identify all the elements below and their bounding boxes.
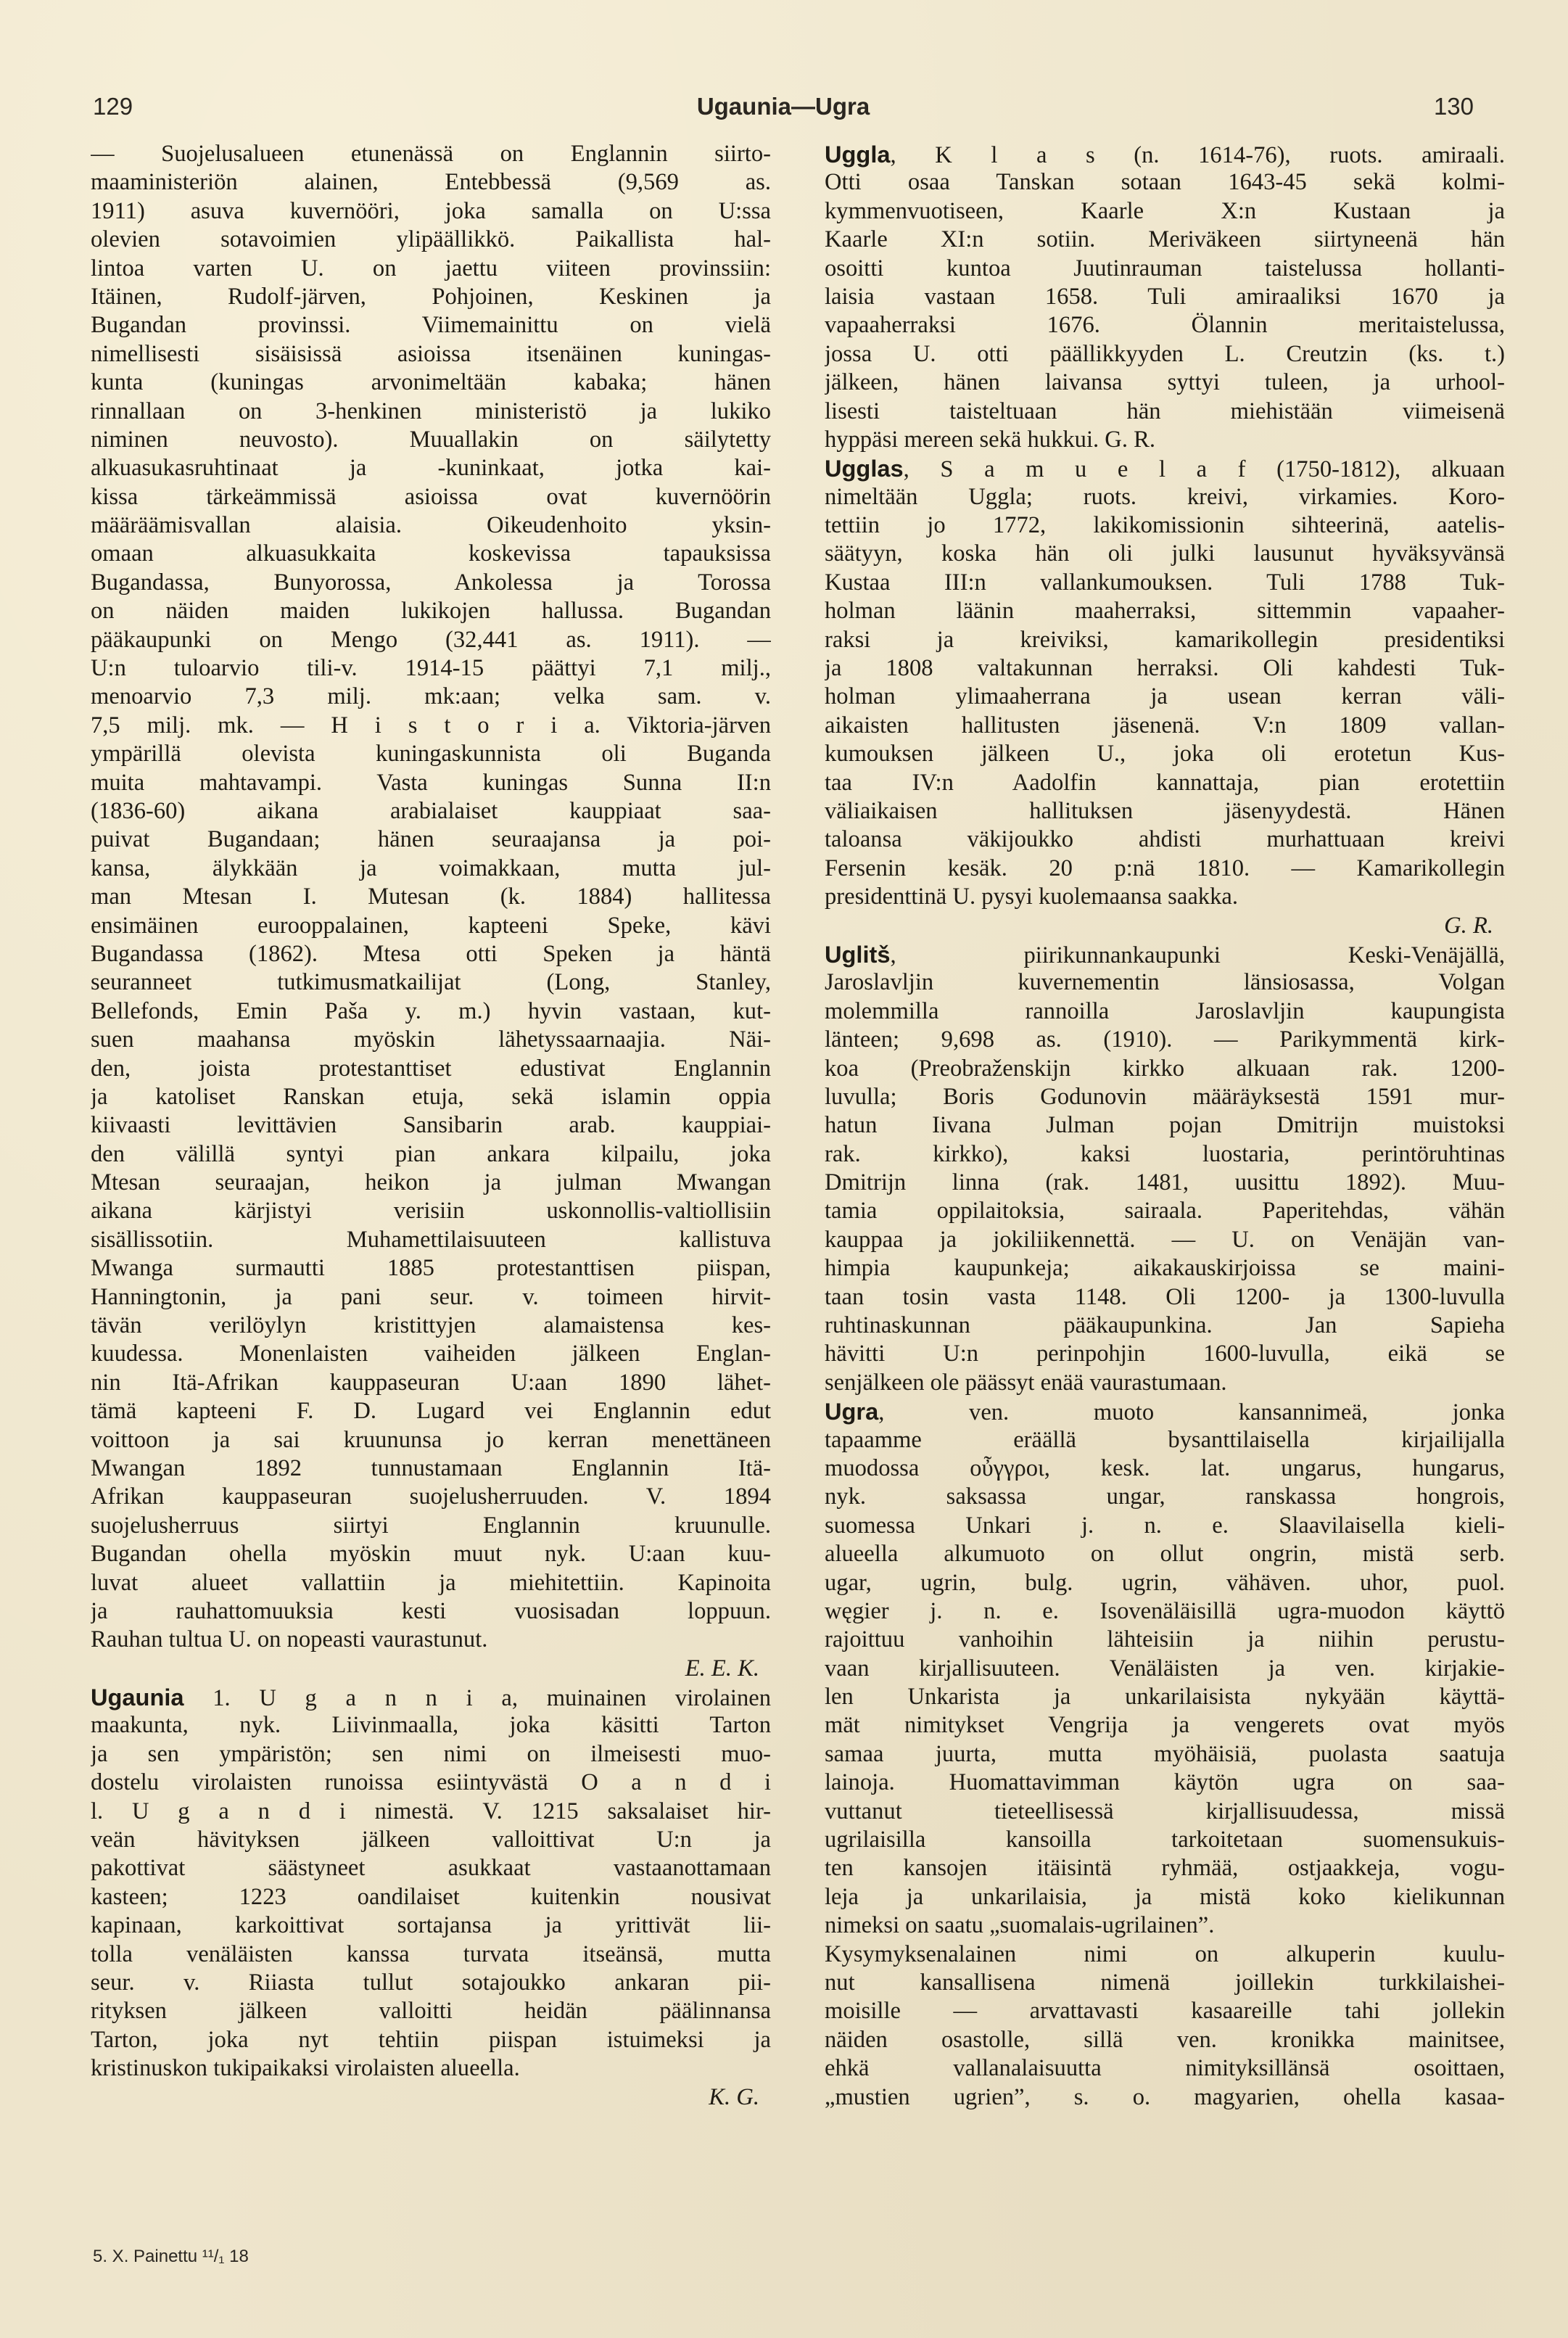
line-text: osoitti kuntoa Juutinrauman taistelussa hollanti-	[825, 255, 1505, 281]
author-signature	[91, 2083, 771, 2112]
line-text: rityksen jälkeen valloitti heidän päälinnansa	[91, 1998, 771, 2025]
text-line	[91, 226, 771, 254]
line-text: luvat alueet vallattiin ja miehitettiin. Kapinoita	[91, 1569, 771, 1596]
text-line	[91, 740, 771, 768]
text-line	[91, 1997, 771, 2025]
text-line	[91, 398, 771, 426]
text-line	[825, 1626, 1505, 1654]
text-line	[91, 283, 771, 311]
line-text: (1836-60) aikana arabialaiset kauppiaat saa-	[91, 797, 771, 824]
text-line	[825, 1969, 1505, 1997]
line-text: seur. v. Riiasta tullut sotajoukko ankaran pii-	[91, 1969, 771, 1996]
text-line	[91, 1426, 771, 1454]
line-text: jossa U. otti päällikkyyden L. Creutzin (ks. t.)	[825, 340, 1505, 367]
text-line	[91, 1626, 771, 1654]
line-text: tamia oppilaitoksia, sairaala. Paperitehdas, vähän	[825, 1198, 1505, 1224]
author-signature	[825, 912, 1505, 940]
line-text: pakottivat säästyneet asukkaat vastaanottamaan	[91, 1855, 771, 1882]
line-text: voittoon ja sai kruununsa jo kerran menettäneen	[91, 1426, 771, 1453]
text-line	[91, 1569, 771, 1597]
line-text: vaan kirjallisuuteen. Venäläisten ja ven. kirjakie-	[825, 1655, 1505, 1682]
line-text: węgier j. n. e. Isovenäläisillä ugra-muodon käyttö	[825, 1597, 1505, 1624]
text-line	[825, 1169, 1505, 1197]
text-line	[91, 511, 771, 540]
text-line	[91, 997, 771, 1026]
text-line	[825, 2054, 1505, 2083]
line-text: kumouksen jälkeen U., joka oli erotetun Kus-	[825, 741, 1505, 767]
running-header	[93, 93, 1474, 125]
line-text: nin Itä-Afrikan kauppaseuran U:aan 1890 lähet-	[91, 1369, 771, 1396]
entry-headword-line	[825, 940, 1505, 968]
text-line	[91, 1854, 771, 1882]
line-text: dostelu virolaisten runoissa esiintyvästä O a n d i	[91, 1769, 771, 1796]
line-text: rajoittuu vanhoihin lähteisiin ja niihin perustu-	[825, 1626, 1505, 1653]
entry-headword-line	[825, 1397, 1505, 1425]
text-line	[825, 1883, 1505, 1911]
text-line	[91, 797, 771, 826]
line-text: E. E. K.	[685, 1655, 759, 1682]
line-text: tolla venäläisten kanssa turvata itseänsä, mutta	[91, 1940, 771, 1967]
text-line	[825, 1026, 1505, 1054]
text-line	[825, 997, 1505, 1026]
text-line	[91, 1312, 771, 1340]
line-text: veän hävityksen jälkeen valloittivat U:n ja	[91, 1827, 771, 1853]
text-line	[91, 912, 771, 940]
text-line	[91, 2054, 771, 2083]
line-text: leja ja unkarilaisia, ja mistä koko kielikunnan	[825, 1883, 1505, 1910]
line-text: len Unkarista ja unkarilaisista nykyään käyttä-	[825, 1684, 1505, 1711]
line-text: Afrikan kauppaseuran suojelusherruuden. V. 1894	[91, 1483, 771, 1510]
text-line	[91, 654, 771, 683]
text-line	[825, 483, 1505, 511]
line-text: taloansa väkijoukko ahdisti murhattuaan kreivi	[825, 826, 1505, 853]
line-text: kuudessa. Monenlaisten vaiheiden jälkeen Englan-	[91, 1341, 771, 1367]
line-text: Otti osaa Tanskan sotaan 1643-45 sekä kolmi-	[825, 169, 1505, 196]
text-line	[825, 340, 1505, 369]
text-line	[91, 1055, 771, 1083]
line-text: Bugandassa, Bunyorossa, Ankolessa ja Torossa	[91, 569, 771, 596]
text-line	[825, 1940, 1505, 1969]
text-line	[825, 2026, 1505, 2054]
line-text: länteen; 9,698 as. (1910). — Parikymmentä kirk-	[825, 1026, 1505, 1053]
line-text: hyppäsi mereen sekä hukkui. G. R.	[825, 426, 1155, 453]
printing-footnote: 5. X. Painettu ¹¹/₁ 18	[93, 2247, 249, 2266]
right-column	[825, 140, 1505, 2229]
line-text: Mtesan seuraajan, heikon ja julman Mwangan	[91, 1169, 771, 1196]
line-text: holman läänin maaherraksi, sittemmin vapaaher-	[825, 598, 1505, 625]
text-line	[825, 255, 1505, 283]
line-text: ugar, ugrin, bulg. ugrin, vähäven. uhor, puol.	[825, 1569, 1505, 1596]
text-line	[825, 683, 1505, 711]
text-line	[91, 1369, 771, 1397]
line-text: olevien sotavoimien ylipäällikkö. Paikallista hal-	[91, 226, 771, 253]
entry-headword: Ugra	[825, 1398, 879, 1425]
text-line	[91, 683, 771, 711]
text-line	[825, 1197, 1505, 1225]
text-line	[825, 398, 1505, 426]
line-text: lintoa varten U. on jaettu viiteen provinssiin:	[91, 255, 771, 281]
line-text: „mustien ugrien”, s. o. magyarien, ohella kasaa-	[825, 2083, 1505, 2110]
text-line	[91, 712, 771, 740]
text-line	[825, 1483, 1505, 1511]
line-text: määräämisvallan alaisia. Oikeudenhoito yksin-	[91, 512, 771, 539]
line-text: himpia kaupunkeja; aikakauskirjoissa se maini-	[825, 1255, 1505, 1282]
line-text: hatun Iivana Julman pojan Dmitrijn muistoksi	[825, 1112, 1505, 1139]
text-line	[91, 311, 771, 339]
text-line	[825, 569, 1505, 597]
text-line	[91, 1740, 771, 1769]
line-text: ja katoliset Ranskan etuja, sekä islamin oppia	[91, 1083, 771, 1110]
text-line	[825, 197, 1505, 226]
line-text: Kaarle XI:n sotiin. Meriväkeen siirtyneenä hän	[825, 226, 1505, 253]
text-line	[825, 1997, 1505, 2025]
line-text: ugrilaisilla kansoilla tarkoitetaan suomensukuis-	[825, 1827, 1505, 1853]
line-text: Kysymyksenalainen nimi on alkuperin kuulu-	[825, 1940, 1505, 1967]
text-line	[91, 968, 771, 997]
text-line	[825, 883, 1505, 911]
text-line	[91, 1340, 771, 1368]
line-text: kansa, älykkään ja voimakkaan, mutta jul-	[91, 855, 771, 881]
text-line	[825, 1769, 1505, 1797]
line-text: lisesti taisteltuaan hän miehistään viimeisenä	[825, 398, 1505, 424]
line-text: kunta (kuningas arvonimeltään kabaka; hänen	[91, 369, 771, 396]
text-line	[91, 1969, 771, 1997]
line-text: näiden osastolle, sillä ven. kronikka mainitsee,	[825, 2026, 1505, 2053]
text-line	[825, 797, 1505, 826]
line-text: aikaisten hallitusten jäsenenä. V:n 1809 vallan-	[825, 712, 1505, 738]
line-text: ympärillä olevista kuningaskunnista oli Buganda	[91, 741, 771, 767]
text-line	[825, 1111, 1505, 1140]
entry-headword-line	[91, 1683, 771, 1711]
line-text: nimellisesti sisäisissä asioissa itsenäinen kuningas-	[91, 340, 771, 367]
line-text: K. G.	[709, 2083, 759, 2110]
line-text: man Mtesan I. Mutesan (k. 1884) hallitessa	[91, 884, 771, 910]
line-text: ja rauhattomuuksia kesti vuosisadan loppuun.	[91, 1597, 771, 1624]
text-line	[825, 1683, 1505, 1711]
text-line	[825, 769, 1505, 797]
line-text: Kustaa III:n vallankumouksen. Tuli 1788 Tuk-	[825, 569, 1505, 596]
text-line	[825, 1655, 1505, 1683]
text-line	[825, 1340, 1505, 1368]
line-text: laisia vastaan 1658. Tuli amiraaliksi 1670 ja	[825, 283, 1505, 310]
text-line	[91, 1826, 771, 1854]
text-line	[91, 1798, 771, 1826]
line-text: Hanningtonin, ja pani seur. v. toimeen hirvit-	[91, 1283, 771, 1310]
text-line	[91, 597, 771, 625]
line-text: Itäinen, Rudolf-järven, Pohjoinen, Keskinen ja	[91, 283, 771, 310]
text-line	[91, 1197, 771, 1225]
line-text: raksi ja kreiviksi, kamarikollegin presidentiksi	[825, 626, 1505, 653]
text-line	[91, 140, 771, 168]
text-line	[91, 1540, 771, 1568]
text-line	[825, 1426, 1505, 1454]
line-text: kasteen; 1223 oandilaiset kuitenkin nousivat	[91, 1883, 771, 1910]
text-line	[825, 712, 1505, 740]
line-text: taan tosin vasta 1148. Oli 1200- ja 1300-luvulla	[825, 1283, 1505, 1310]
line-text: nut kansallisena nimenä joillekin turkkilaishei-	[825, 1969, 1505, 1996]
text-line	[825, 1055, 1505, 1083]
line-text: jälkeen, hänen laivansa syttyi tuleen, ja urhool-	[825, 369, 1505, 396]
text-line	[91, 1254, 771, 1283]
left-column	[91, 140, 771, 2229]
text-line	[825, 1283, 1505, 1312]
page-number-left: 129	[93, 93, 133, 120]
line-text: säätyyn, koska hän oli julki lausunut hyväksyvänsä	[825, 540, 1505, 567]
line-text: ja sen ympäristön; sen nimi on ilmeisesti muo-	[91, 1740, 771, 1767]
line-text: omaan alkuasukkaita koskevissa tapauksissa	[91, 540, 771, 567]
text-line	[91, 1454, 771, 1483]
line-text: , K l a s (n. 1614-76), ruots. amiraali.	[890, 142, 1505, 168]
text-line	[825, 826, 1505, 854]
line-text: Rauhan tultua U. on nopeasti vaurastunut.	[91, 1626, 488, 1653]
line-text: lainoja. Huomattavimman käytön ugra on saa-	[825, 1769, 1505, 1796]
text-line	[825, 1512, 1505, 1540]
line-text: mät nimitykset Vengrija ja vengerets ovat myös	[825, 1712, 1505, 1739]
line-text: rinnallaan on 3-henkinen ministeristö ja lukiko	[91, 398, 771, 424]
line-text: on näiden maiden lukikojen hallussa. Bugandan	[91, 598, 771, 625]
line-text: koa (Preobraženskijn kirkko alkuaan rak. 1200-	[825, 1055, 1505, 1082]
text-line	[825, 2083, 1505, 2112]
line-text: seuranneet tutkimusmatkailijat (Long, Stanley,	[91, 969, 771, 996]
line-text: Bugandan provinssi. Viimemainittu on vielä	[91, 312, 771, 339]
text-line	[91, 369, 771, 397]
text-line	[91, 426, 771, 454]
line-text: vuttanut tieteellisessä kirjallisuudessa, missä	[825, 1798, 1505, 1824]
text-line	[91, 826, 771, 854]
text-line	[91, 1940, 771, 1969]
line-text: , ven. muoto kansannimeä, jonka	[878, 1399, 1505, 1426]
line-text: holman ylimaaherrana ja usean kerran väli-	[825, 683, 1505, 710]
text-line	[91, 255, 771, 283]
line-text: aikana kärjistyi verisiin uskonnollis-valtiollisiin	[91, 1198, 771, 1224]
page-number-right: 130	[1433, 93, 1474, 120]
line-text: moisille — arvattavasti kasaareille tahi jollekin	[825, 1998, 1505, 2025]
line-text: 1911) asuva kuvernööri, joka samalla on U:ssa	[91, 197, 771, 224]
line-text: G. R.	[1444, 912, 1493, 939]
line-text: hävitti U:n perinpohjin 1600-luvulla, eikä se	[825, 1341, 1505, 1367]
line-text: — Suojelusalueen etunenässä on Englannin siirto-	[91, 141, 771, 167]
line-text: suen maahansa myöskin lähetyssaarnaajia. Näi-	[91, 1026, 771, 1053]
line-text: l. U g a n d i nimestä. V. 1215 saksalaiset hir-	[91, 1798, 771, 1824]
text-line	[825, 1140, 1505, 1169]
line-text: alueella alkumuoto on ollut ongrin, mistä serb.	[825, 1541, 1505, 1568]
text-line	[825, 654, 1505, 683]
line-text: nimeltään Uggla; ruots. kreivi, virkamies. Koro-	[825, 483, 1505, 510]
entry-headword: Ugaunia	[91, 1684, 184, 1711]
text-line	[91, 197, 771, 226]
text-line	[825, 1798, 1505, 1826]
line-text: vapaaherraksi 1676. Ölannin meritaistelussa,	[825, 312, 1505, 339]
text-line	[91, 454, 771, 482]
entry-headword: Ugglas	[825, 455, 904, 482]
text-line	[91, 340, 771, 369]
line-text: luvulla; Boris Godunovin määräyksestä 1591 mur-	[825, 1083, 1505, 1110]
text-line	[825, 540, 1505, 568]
text-line	[91, 540, 771, 568]
text-line	[825, 1711, 1505, 1740]
line-text: Fersenin kesäk. 20 p:nä 1810. — Kamarikollegin	[825, 855, 1505, 881]
line-text: niminen neuvosto). Muuallakin on säilytetty	[91, 426, 771, 453]
line-text: kauppaa ja jokiliikennettä. — U. on Venäjän van-	[825, 1226, 1505, 1253]
text-line	[91, 1711, 771, 1740]
text-line	[825, 1083, 1505, 1111]
line-text: presidenttinä U. pysyi kuolemaansa saakka.	[825, 884, 1238, 910]
text-line	[825, 1369, 1505, 1397]
line-text: nimeksi on saatu „suomalais-ugrilainen”.	[825, 1912, 1215, 1939]
line-text: suomessa Unkari j. n. e. Slaavilaisella kieli-	[825, 1512, 1505, 1539]
text-line	[91, 1083, 771, 1111]
line-text: den, joista protestanttiset edustivat Englannin	[91, 1055, 771, 1082]
line-text: Bugandassa (1862). Mtesa otti Speken ja häntä	[91, 940, 771, 967]
line-text: tävän verilöylyn kristittyjen alamaistensa kes-	[91, 1312, 771, 1339]
text-line	[91, 855, 771, 883]
line-text: sisällissotiin. Muhamettilaisuuteen kallistuva	[91, 1226, 771, 1253]
line-text: muita mahtavampi. Vasta kuningas Sunna II:n	[91, 769, 771, 796]
text-line	[91, 1483, 771, 1511]
line-text: muodossa οὖγγροι, kesk. lat. ungarus, hungarus,	[825, 1454, 1505, 1481]
line-text: tettiin jo 1772, lakikomissionin sihteerinä, aatelis-	[825, 512, 1505, 539]
author-signature	[91, 1655, 771, 1683]
entry-headword: Uglitš	[825, 940, 891, 968]
text-line	[91, 2026, 771, 2054]
text-line	[91, 1111, 771, 1140]
line-text: Mwangan 1892 tunnustamaan Englannin Itä-	[91, 1454, 771, 1481]
line-text: rak. kirkko), kaksi luostaria, perintöruhtinas	[825, 1140, 1505, 1167]
text-line	[825, 311, 1505, 339]
line-text: ehkä vallanalaisuutta nimityksillänsä osoittaen,	[825, 2055, 1505, 2082]
text-line	[825, 168, 1505, 197]
text-line	[91, 1026, 771, 1054]
line-text: tämä kapteeni F. D. Lugard vei Englannin edut	[91, 1398, 771, 1425]
text-line	[91, 1512, 771, 1540]
line-text: kiivaasti levittävien Sansibarin arab. kauppiai-	[91, 1112, 771, 1139]
text-line	[91, 1283, 771, 1312]
entry-headword-line	[825, 454, 1505, 482]
text-line	[825, 626, 1505, 654]
line-text: den välillä syntyi pian ankara kilpailu, joka	[91, 1140, 771, 1167]
line-text: U:n tuloarvio tili-v. 1914-15 päättyi 7,1 milj.,	[91, 655, 771, 682]
line-text: maakunta, nyk. Liivinmaalla, joka käsitti Tarton	[91, 1712, 771, 1739]
text-line	[91, 168, 771, 197]
line-text: alkuasukasruhtinaat ja -kuninkaat, jotka kai-	[91, 455, 771, 482]
line-text: senjälkeen ole päässyt enää vaurastumaan.	[825, 1369, 1227, 1396]
text-line	[91, 940, 771, 968]
text-line	[825, 426, 1505, 454]
text-line	[91, 1397, 771, 1425]
line-text: väliaikaisen hallituksen jäsenyydestä. Hänen	[825, 797, 1505, 824]
text-line	[825, 369, 1505, 397]
text-line	[91, 769, 771, 797]
entry-headword-line	[825, 140, 1505, 168]
text-line	[91, 1140, 771, 1169]
line-text: 7,5 milj. mk. — H i s t o r i a. Viktoria-järven	[91, 712, 771, 738]
line-text: molemmilla rannoilla Jaroslavljin kaupungista	[825, 997, 1505, 1024]
line-text: kristinuskon tukipaikaksi virolaisten alueella.	[91, 2055, 520, 2082]
text-line	[825, 226, 1505, 254]
line-text: tapaamme eräällä bysanttilaisella kirjailijalla	[825, 1426, 1505, 1453]
line-text: Tarton, joka nyt tehtiin piispan istuimeksi ja	[91, 2026, 771, 2053]
line-text: nyk. saksassa ungar, ranskassa hongrois,	[825, 1483, 1505, 1510]
line-text: kymmenvuotiseen, Kaarle X:n Kustaan ja	[825, 197, 1505, 224]
line-text: taa IV:n Aadolfin kannattaja, pian erotettiin	[825, 769, 1505, 796]
text-line	[91, 626, 771, 654]
text-line	[825, 855, 1505, 883]
text-line	[91, 1169, 771, 1197]
text-line	[91, 1883, 771, 1911]
line-text: Bellefonds, Emin Paša y. m.) hyvin vastaan, kut-	[91, 997, 771, 1024]
text-line	[825, 1569, 1505, 1597]
line-text: , S a m u e l a f (1750-1812), alkuaan	[903, 456, 1505, 483]
text-line	[825, 1826, 1505, 1854]
line-text: , piirikunnankaupunki Keski-Venäjällä,	[890, 942, 1505, 968]
line-text: Jaroslavljin kuvernementin länsiosassa, Volgan	[825, 969, 1505, 996]
text-line	[825, 1540, 1505, 1568]
text-line	[91, 483, 771, 511]
text-line	[91, 1911, 771, 1940]
line-text: kapinaan, karkoittivat sortajansa ja yrittivät lii-	[91, 1912, 771, 1939]
text-line	[91, 569, 771, 597]
line-text: Mwanga surmautti 1885 protestanttisen piispan,	[91, 1255, 771, 1282]
line-text: kissa tärkeämmissä asioissa ovat kuvernöörin	[91, 483, 771, 510]
line-text: maaministeriön alainen, Entebbessä (9,569 as.	[91, 169, 771, 196]
text-line	[825, 1226, 1505, 1254]
text-line	[825, 968, 1505, 997]
line-text: ja 1808 valtakunnan herraksi. Oli kahdesti Tuk-	[825, 655, 1505, 682]
text-line	[91, 1769, 771, 1797]
line-text: suojelusherruus siirtyi Englannin kruunulle.	[91, 1512, 771, 1539]
text-line	[825, 1254, 1505, 1283]
text-line	[825, 1454, 1505, 1483]
text-line	[825, 1597, 1505, 1626]
entry-headword: Uggla	[825, 141, 891, 168]
text-line	[825, 597, 1505, 625]
text-line	[825, 1854, 1505, 1882]
line-text: ten kansojen itäisintä ryhmää, ostjaakkeja, vogu-	[825, 1855, 1505, 1882]
line-text: menoarvio 7,3 milj. mk:aan; velka sam. v.	[91, 683, 771, 710]
text-line	[825, 511, 1505, 540]
line-text: pääkaupunki on Mengo (32,441 as. 1911). —	[91, 626, 771, 653]
text-line	[825, 1312, 1505, 1340]
line-text: ruhtinaskunnan pääkaupunkina. Jan Sapieha	[825, 1312, 1505, 1339]
text-line	[91, 883, 771, 911]
line-text: samaa juurta, mutta myöhäisiä, puolasta saatuja	[825, 1740, 1505, 1767]
line-text: ensimäinen eurooppalainen, kapteeni Speke, kävi	[91, 912, 771, 939]
text-line	[825, 1740, 1505, 1769]
line-text: Dmitrijn linna (rak. 1481, uusittu 1892). Muu-	[825, 1169, 1505, 1196]
text-line	[825, 740, 1505, 768]
text-line	[825, 1911, 1505, 1940]
text-line	[91, 1597, 771, 1626]
text-line	[91, 1226, 771, 1254]
running-title: Ugaunia—Ugra	[696, 93, 870, 120]
line-text: Bugandan ohella myöskin muut nyk. U:aan kuu-	[91, 1541, 771, 1568]
line-text: 1. U g a n n i a, muinainen virolainen	[183, 1685, 771, 1712]
text-line	[825, 283, 1505, 311]
line-text: puivat Bugandaan; hänen seuraajansa ja poi-	[91, 826, 771, 853]
